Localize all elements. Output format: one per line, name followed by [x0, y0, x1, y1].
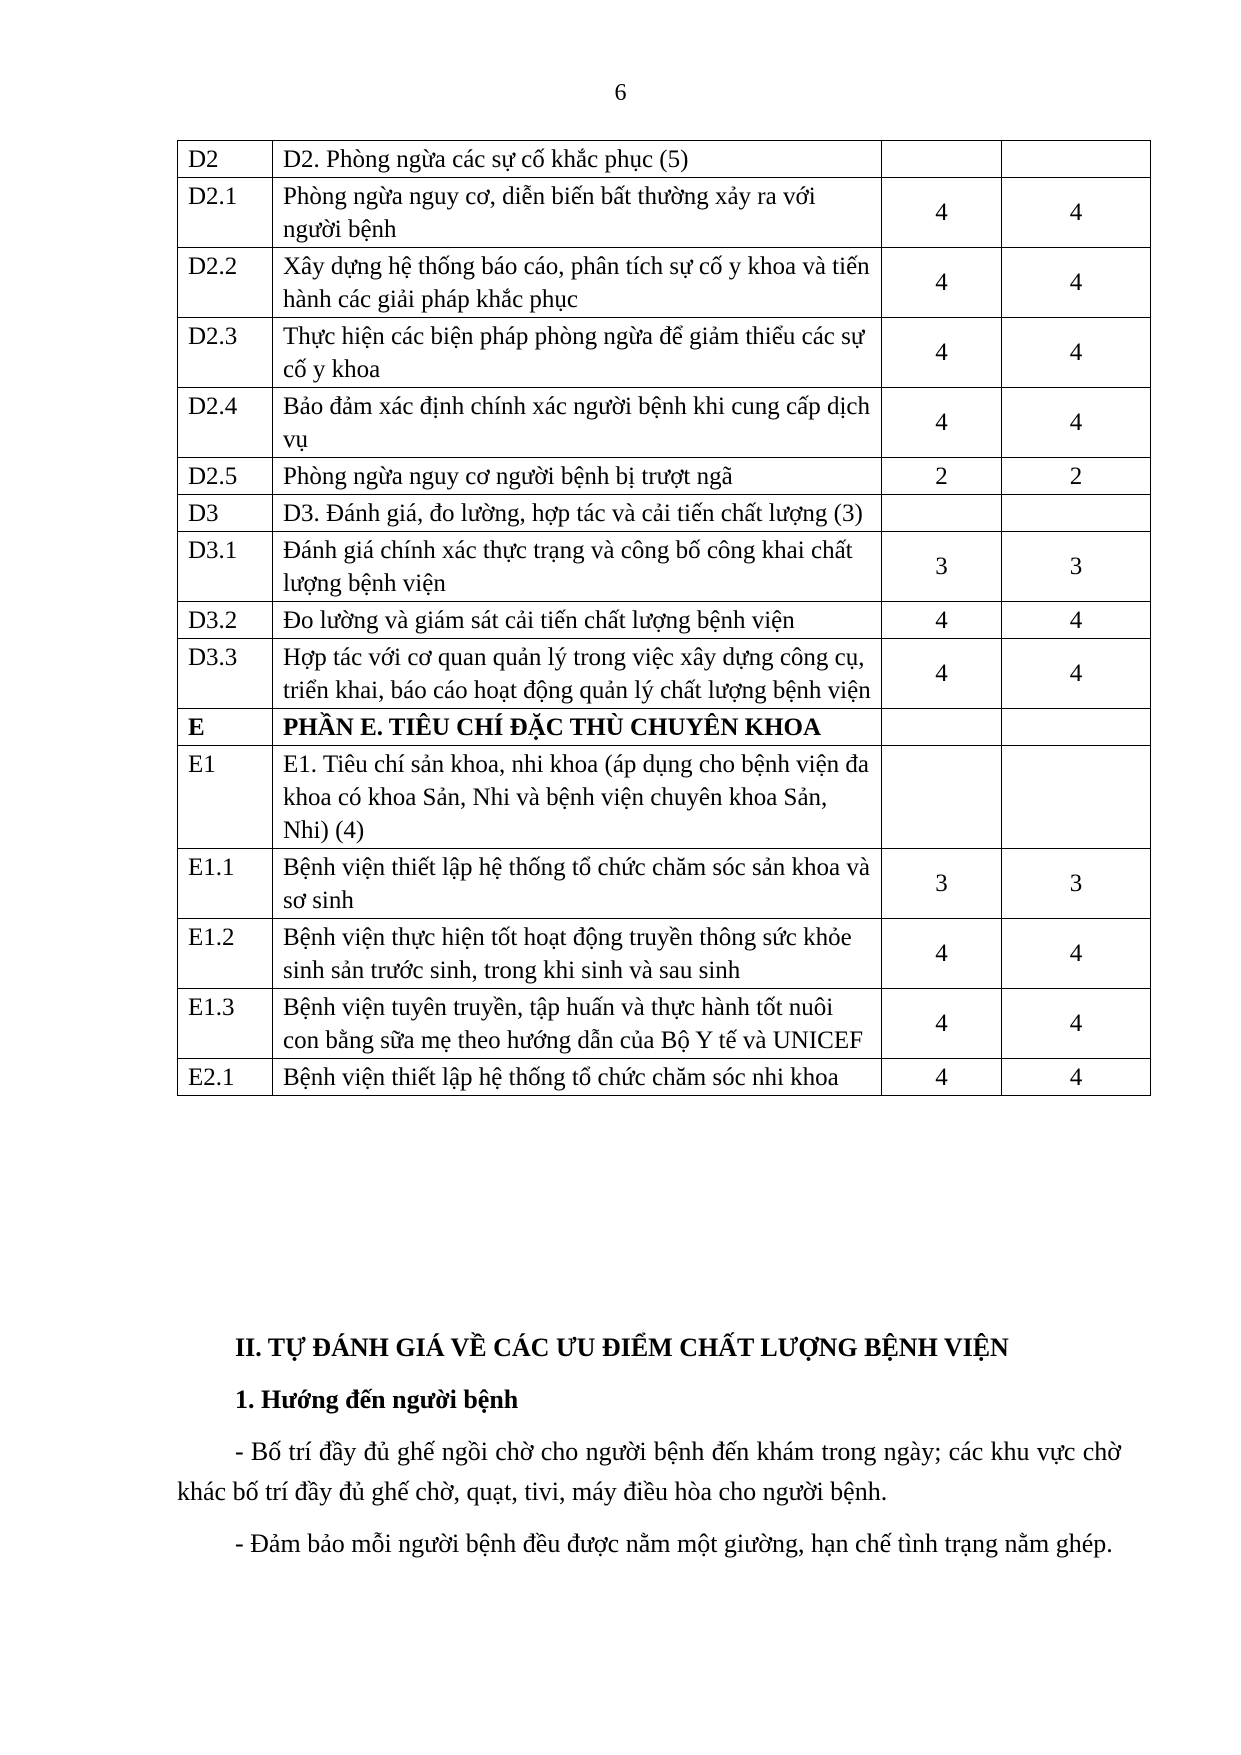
table-row: [178, 639, 1151, 709]
score-cell-1: 4: [882, 318, 1002, 388]
criterion-text-cell: D2. Phòng ngừa các sự cố khắc phục (5): [273, 141, 882, 178]
score-cell-2: 4: [1002, 602, 1151, 639]
table-row: [178, 458, 1151, 495]
score-cell-2: 4: [1002, 1059, 1151, 1096]
score-cell-1: 4: [882, 1059, 1002, 1096]
score-cell-2: 4: [1002, 388, 1151, 458]
criterion-text-cell: Bảo đảm xác định chính xác người bệnh khi cung cấp dịch vụ: [273, 388, 882, 458]
score-cell-2: 4: [1002, 178, 1151, 248]
criterion-text-cell: E1. Tiêu chí sản khoa, nhi khoa (áp dụng cho bệnh viện đa khoa có khoa Sản, Nhi và bệnh viện chuyên khoa Sản, Nhi) (4): [273, 746, 882, 849]
criterion-code-cell: D2.3: [178, 318, 273, 388]
criterion-text-cell: Phòng ngừa nguy cơ người bệnh bị trượt ngã: [273, 458, 882, 495]
criterion-code-cell: E1.2: [178, 919, 273, 989]
score-cell-2: 3: [1002, 532, 1151, 602]
criterion-text-cell: Đánh giá chính xác thực trạng và công bố công khai chất lượng bệnh viện: [273, 532, 882, 602]
table-row: [178, 318, 1151, 388]
page-number: 6: [614, 80, 627, 106]
score-cell-2: [1002, 746, 1151, 849]
criterion-text-cell: Xây dựng hệ thống báo cáo, phân tích sự cố y khoa và tiến hành các giải pháp khắc phục: [273, 248, 882, 318]
score-cell-1: 4: [882, 989, 1002, 1059]
criterion-code-cell: D3.1: [178, 532, 273, 602]
score-cell-2: 4: [1002, 989, 1151, 1059]
score-cell-2: 2: [1002, 458, 1151, 495]
criterion-code-cell: D2.2: [178, 248, 273, 318]
criterion-text-cell: Phòng ngừa nguy cơ, diễn biến bất thường xảy ra với người bệnh: [273, 178, 882, 248]
score-cell-1: 4: [882, 178, 1002, 248]
table-row: [178, 178, 1151, 248]
score-cell-2: 4: [1002, 639, 1151, 709]
table-row: [178, 495, 1151, 532]
table-row: [178, 141, 1151, 178]
score-cell-1: [882, 709, 1002, 746]
criterion-text-cell: PHẦN E. TIÊU CHÍ ĐẶC THÙ CHUYÊN KHOA: [273, 709, 882, 746]
score-cell-2: 4: [1002, 318, 1151, 388]
criterion-code-cell: E2.1: [178, 1059, 273, 1096]
criteria-table-body: [178, 141, 1151, 1096]
criterion-text-cell: Thực hiện các biện pháp phòng ngừa để giảm thiểu các sự cố y khoa: [273, 318, 882, 388]
score-cell-2: 4: [1002, 248, 1151, 318]
score-cell-2: 4: [1002, 919, 1151, 989]
criterion-code-cell: E1: [178, 746, 273, 849]
score-cell-2: [1002, 141, 1151, 178]
assessment-section: [177, 1328, 1121, 1576]
criterion-text-cell: Bệnh viện thiết lập hệ thống tổ chức chăm sóc nhi khoa: [273, 1059, 882, 1096]
criterion-code-cell: D2.4: [178, 388, 273, 458]
table-row: [178, 602, 1151, 639]
table-row: [178, 989, 1151, 1059]
criterion-text-cell: Đo lường và giám sát cải tiến chất lượng bệnh viện: [273, 602, 882, 639]
score-cell-1: 3: [882, 532, 1002, 602]
criterion-code-cell: D3.2: [178, 602, 273, 639]
score-cell-2: [1002, 495, 1151, 532]
score-cell-1: [882, 141, 1002, 178]
paragraph: - Đảm bảo mỗi người bệnh đều được nằm một giường, hạn chế tình trạng nằm ghép.: [235, 1529, 1113, 1558]
criterion-code-cell: D2.1: [178, 178, 273, 248]
table-row: [178, 532, 1151, 602]
criterion-text-cell: Bệnh viện thiết lập hệ thống tổ chức chăm sóc sản khoa và sơ sinh: [273, 849, 882, 919]
score-cell-2: [1002, 709, 1151, 746]
criterion-text-cell: D3. Đánh giá, đo lường, hợp tác và cải tiến chất lượng (3): [273, 495, 882, 532]
score-cell-1: [882, 746, 1002, 849]
score-cell-1: 3: [882, 849, 1002, 919]
criterion-text-cell: Bệnh viện thực hiện tốt hoạt động truyền thông sức khỏe sinh sản trước sinh, trong khi sinh và sau sinh: [273, 919, 882, 989]
table-row: [178, 919, 1151, 989]
score-cell-1: 4: [882, 602, 1002, 639]
criterion-code-cell: E1.1: [178, 849, 273, 919]
score-cell-1: [882, 495, 1002, 532]
criterion-code-cell: D3: [178, 495, 273, 532]
section-heading: II. TỰ ĐÁNH GIÁ VỀ CÁC ƯU ĐIỂM CHẤT LƯỢNG BỆNH VIỆN: [235, 1333, 1009, 1362]
criterion-code-cell: E1.3: [178, 989, 273, 1059]
criterion-code-cell: D3.3: [178, 639, 273, 709]
score-cell-2: 3: [1002, 849, 1151, 919]
criterion-code-cell: D2.5: [178, 458, 273, 495]
score-cell-1: 2: [882, 458, 1002, 495]
score-cell-1: 4: [882, 919, 1002, 989]
subsection-heading: 1. Hướng đến người bệnh: [235, 1385, 519, 1414]
criterion-code-cell: D2: [178, 141, 273, 178]
table-row: [178, 746, 1151, 849]
score-cell-1: 4: [882, 639, 1002, 709]
table-row: [178, 1059, 1151, 1096]
criterion-text-cell: Bệnh viện tuyên truyền, tập huấn và thực hành tốt nuôi con bằng sữa mẹ theo hướng dẫn của Bộ Y tế và UNICEF: [273, 989, 882, 1059]
paragraph: - Bố trí đầy đủ ghế ngồi chờ cho người bệnh đến khám trong ngày; các khu vực chờ khác bố trí đầy đủ ghế chờ, quạt, tivi, máy điều hòa cho người bệnh.: [177, 1437, 1121, 1506]
score-cell-1: 4: [882, 388, 1002, 458]
criterion-text-cell: Hợp tác với cơ quan quản lý trong việc xây dựng công cụ, triển khai, báo cáo hoạt động quản lý chất lượng bệnh viện: [273, 639, 882, 709]
table-row: [178, 709, 1151, 746]
table-row: [178, 388, 1151, 458]
table-row: [178, 248, 1151, 318]
criterion-code-cell: E: [178, 709, 273, 746]
criteria-table: [177, 140, 1151, 1096]
score-cell-1: 4: [882, 248, 1002, 318]
table-row: [178, 849, 1151, 919]
